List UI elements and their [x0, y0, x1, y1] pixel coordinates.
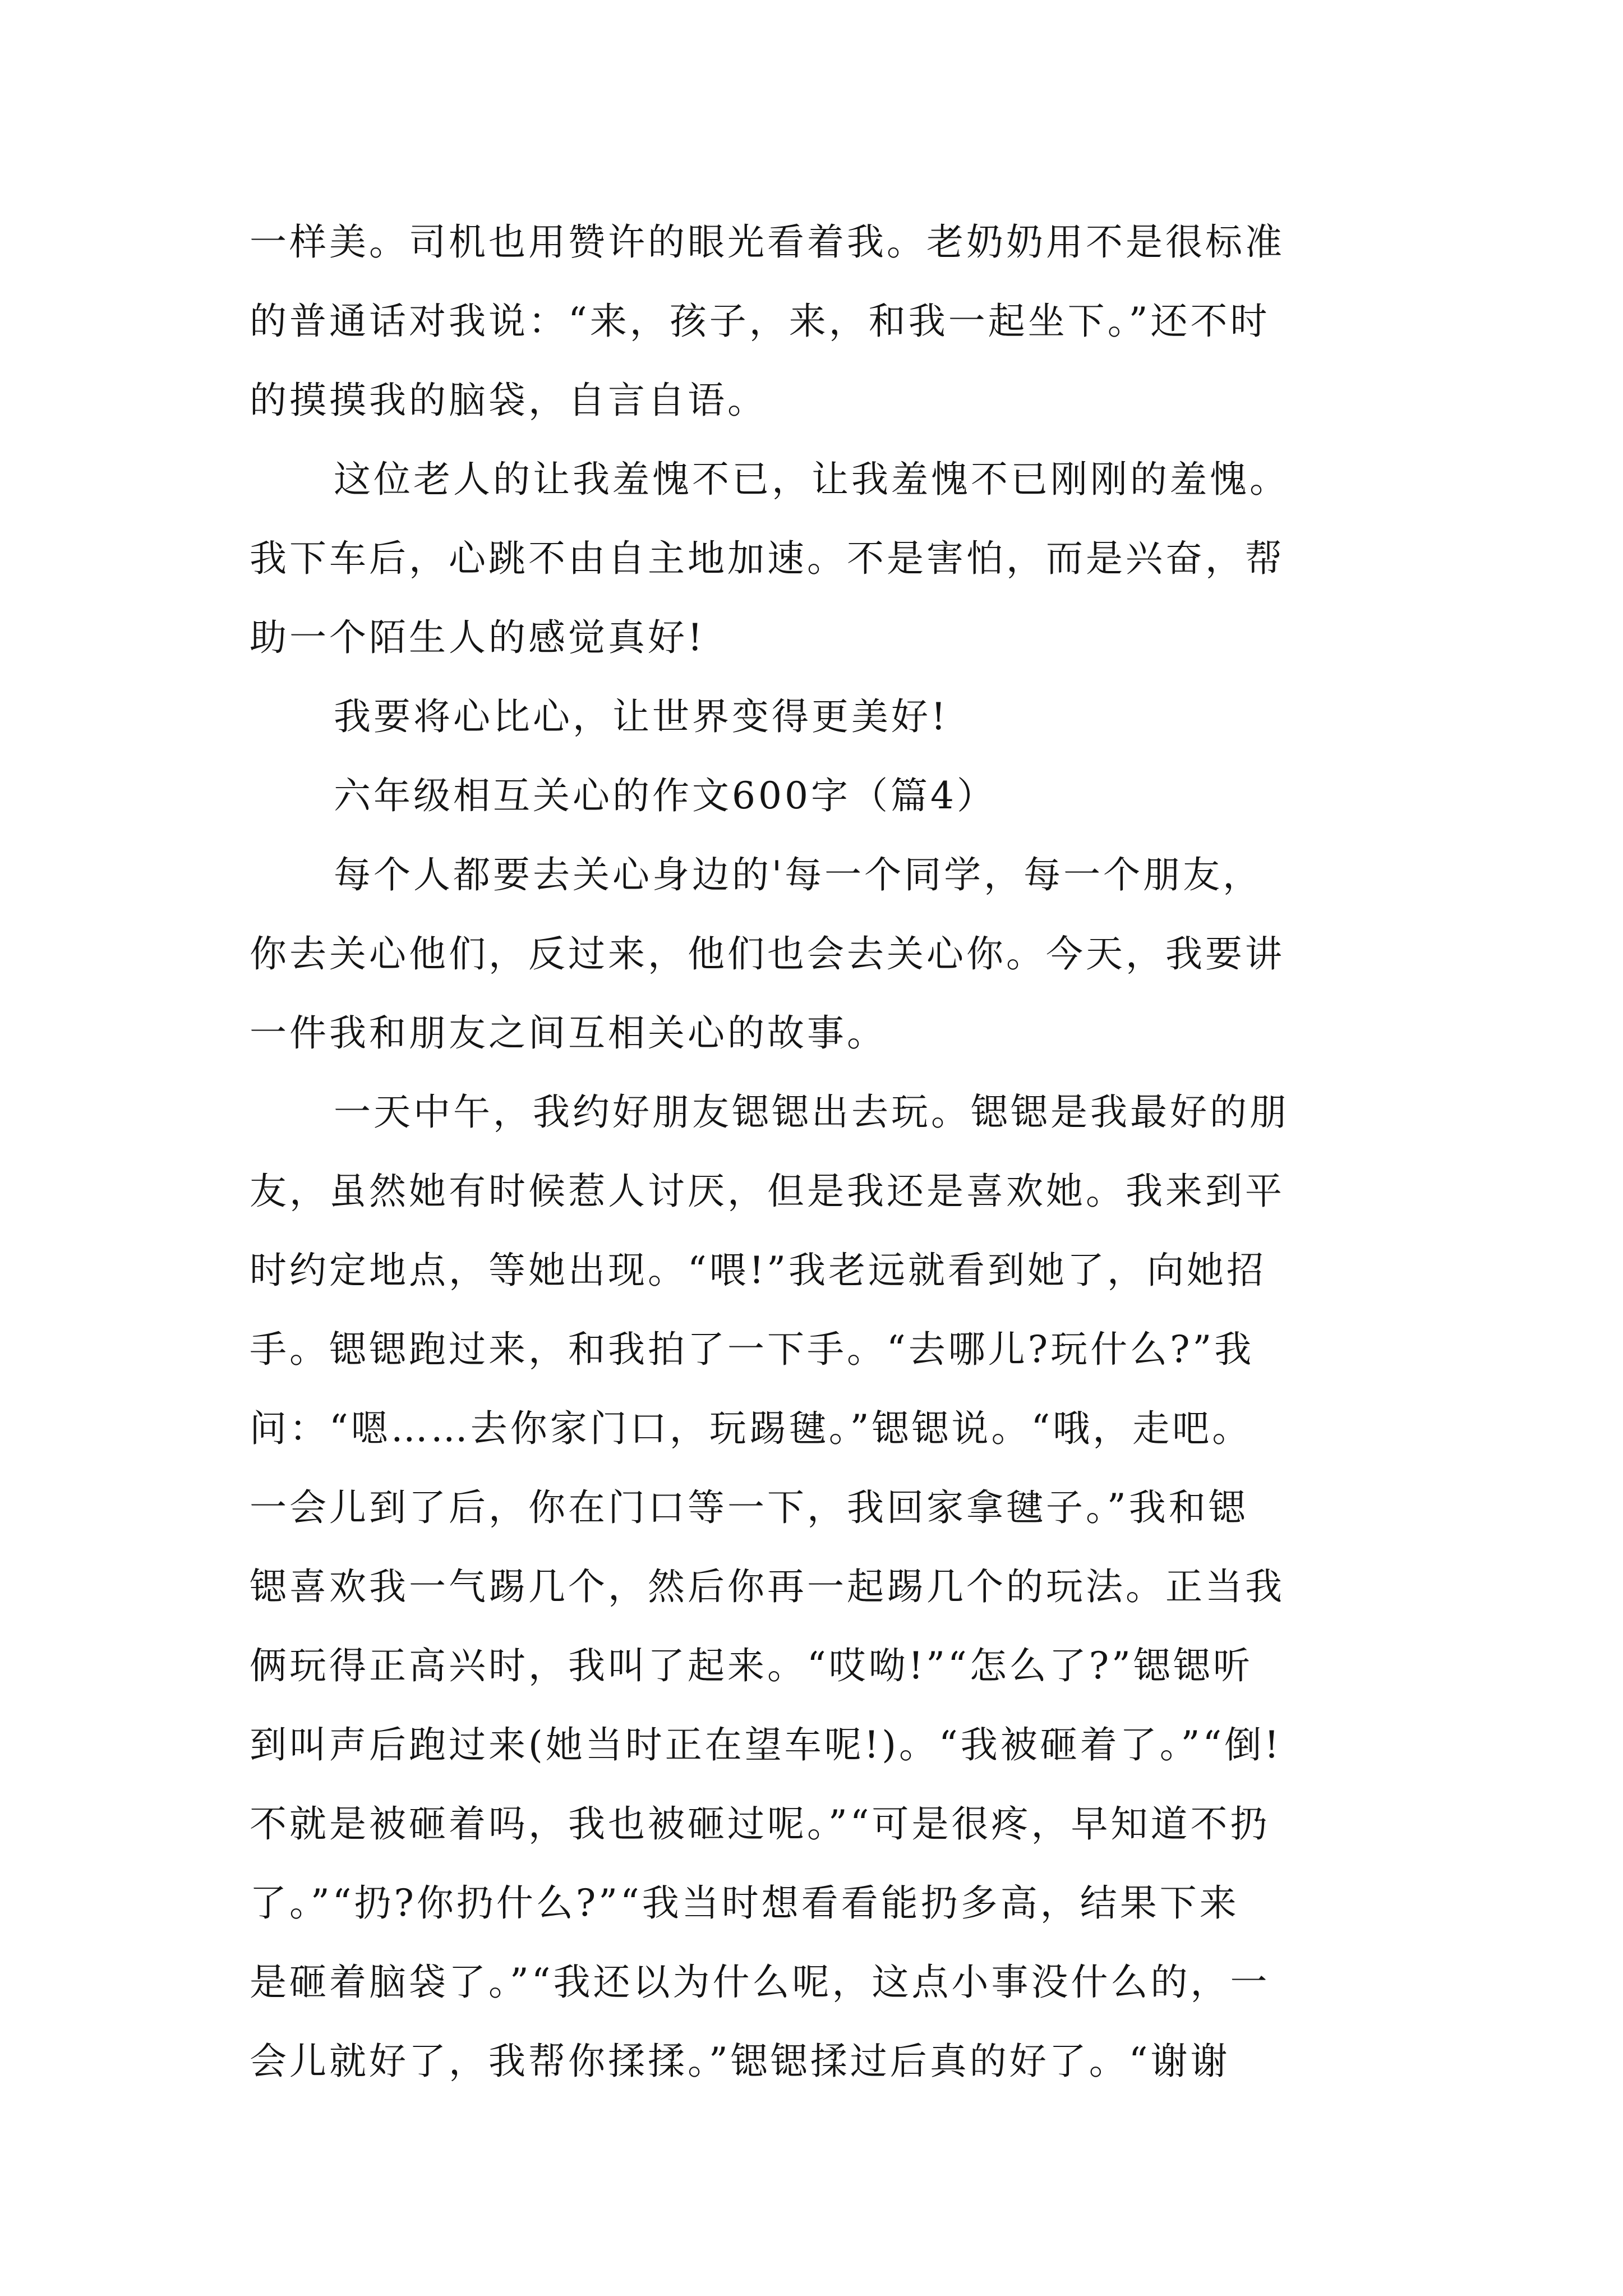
text-line: 你去关心他们，反过来，他们也会去关心你。今天，我要讲 — [250, 932, 1285, 976]
text-line: 会儿就好了，我帮你揉揉。”锶锶揉过后真的好了。“谢谢 — [250, 2040, 1230, 2083]
text-line: 问：“嗯……去你家门口，玩踢毽。”锶锶说。“哦，走吧。 — [250, 1407, 1252, 1450]
text-line: 的普通话对我说：“来，孩子，来，和我一起坐下。”还不时 — [250, 300, 1270, 343]
text-line: 俩玩得正高兴时，我叫了起来。“哎呦!”“怎么了?”锶锶听 — [250, 1644, 1253, 1687]
text-line: 到叫声后跑过来(她当时正在望车呢!)。“我被砸着了。”“倒! — [250, 1723, 1282, 1766]
text-line: 时约定地点，等她出现。“喂!”我老远就看到她了，向她招 — [250, 1249, 1267, 1292]
text-line: 是砸着脑袋了。”“我还以为什么呢，这点小事没什么的，一 — [250, 1961, 1270, 2004]
text-line: 手。锶锶跑过来，和我拍了一下手。“去哪儿?玩什么?”我 — [250, 1328, 1255, 1371]
text-line: 我下车后，心跳不由自主地加速。不是害怕，而是兴奋，帮 — [250, 537, 1285, 580]
text-line: 了。”“扔?你扔什么?”“我当时想看看能扔多高，结果下来 — [250, 1881, 1239, 1925]
paragraph-first-line: 这位老人的让我羞愧不已，让我羞愧不已刚刚的羞愧。 — [334, 458, 1289, 501]
text-line: 一样美。司机也用赞许的眼光看着我。老奶奶用不是很标准 — [250, 220, 1285, 264]
paragraph-first-line: 我要将心比心，让世界变得更美好! — [334, 695, 949, 738]
paragraph-first-line: 每个人都要去关心身边的'每一个同学，每一个朋友， — [334, 853, 1263, 896]
text-line: 助一个陌生人的感觉真好! — [250, 616, 706, 659]
text-line: 一件我和朋友之间互相关心的故事。 — [250, 1011, 887, 1055]
text-line: 的摸摸我的脑袋，自言自语。 — [250, 379, 767, 422]
text-line: 一会儿到了后，你在门口等一下，我回家拿毽子。”我和锶 — [250, 1486, 1248, 1529]
text-line: 不就是被砸着吗，我也被砸过呢。”“可是很疼，早知道不扔 — [250, 1802, 1270, 1846]
text-line: 友，虽然她有时候惹人讨厌，但是我还是喜欢她。我来到平 — [250, 1170, 1285, 1213]
document-body — [250, 214, 1394, 2113]
section-heading: 六年级相互关心的作文600字（篇4） — [334, 774, 997, 817]
text-line: 锶喜欢我一气踢几个，然后你再一起踢几个的玩法。正当我 — [250, 1565, 1285, 1608]
paragraph-first-line: 一天中午，我约好朋友锶锶出去玩。锶锶是我最好的朋 — [334, 1091, 1289, 1134]
